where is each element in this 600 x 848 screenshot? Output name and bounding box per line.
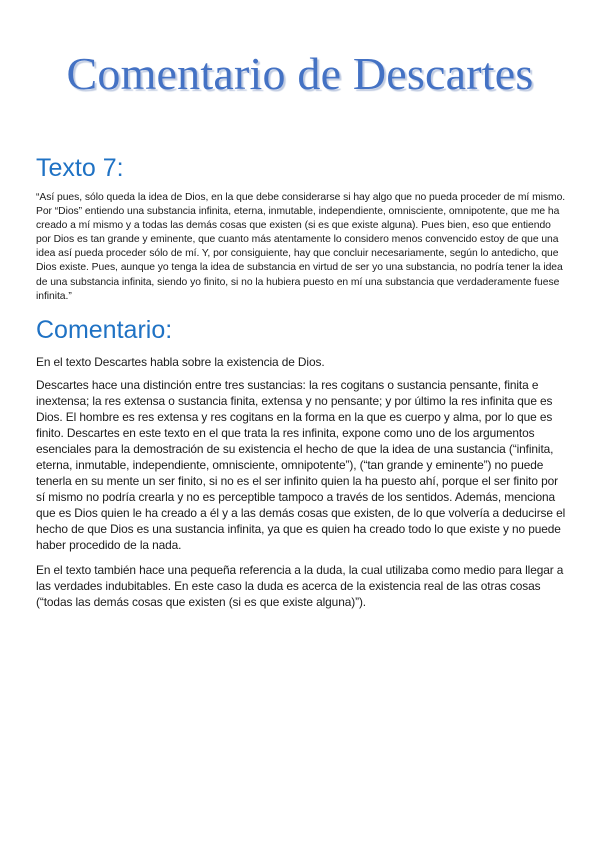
- texto-heading: Texto 7:: [36, 154, 124, 182]
- comentario-paragraph-intro: En el texto Descartes habla sobre la existencia de Dios.: [36, 355, 325, 369]
- comentario-heading: Comentario:: [36, 316, 173, 344]
- comentario-paragraph-sustancias: Descartes hace una distinción entre tres sustancias: la res cogitans o sustancia pensante, finita e inextensa; la res extensa o sustancia finita, extensa y no pensante; y por último la res infinita que es Dios. El hombre es res extensa y res cogitans en la forma en la que es cuerpo y alma, por lo que es finito. Descartes en este texto en el que trata la res infinita, expone como uno de los argumentos esenciales para la demostración de su existencia el hecho de que la idea de una sustancia (“infinita, eterna, inmutable, independiente, omnisciente, omnipotente”), (“tan grande y eminente”) no puede tenerla en su mente un ser finito, si no es el ser infinito quien la ha puesto ahí, porque el ser finito por sí mismo no podría crearla y no es perceptible tampoco a través de los sentidos. Además, menciona que es Dios quien le ha creado a él y a las demás cosas que existen, de lo que volvería a deducirse el hecho de que Dios es una sustancia infinita, ya que es quien ha creado todo lo que existe y no puede haber procedido de la nada.: [36, 378, 566, 552]
- comentario-paragraph-duda: En el texto también hace una pequeña referencia a la duda, la cual utilizaba como medio para llegar a las verdades indubitables. En este caso la duda es acerca de la existencia real de las otras cosas (“todas las demás cosas que existen (si es que existe alguna)”).: [36, 563, 564, 609]
- document-title: Comentario de Descartes: [66, 48, 534, 99]
- descartes-quote: “Así pues, sólo queda la idea de Dios, en la que debe considerarse si hay algo que no pueda proceder de mí mismo. Por “Dios” entiendo una substancia infinita, eterna, inmutable, independiente, omnisciente, omnipotente, que me ha creado a mí mismo y a todas las demás cosas que existen (si es que existe alguna). Pues bien, eso que entiendo por Dios es tan grande y eminente, que cuanto más atentamente lo considero menos convencido estoy de que una idea así pueda proceder sólo de mí. Y, por consiguiente, hay que concluir necesariamente, según lo antedicho, que Dios existe. Pues, aunque yo tenga la idea de substancia en virtud de ser yo una substancia, no podría tener la idea de una substancia infinita, siendo yo finito, si no la hubiera puesto en mí una substancia que verdaderamente fuese infinita.”: [36, 192, 566, 302]
